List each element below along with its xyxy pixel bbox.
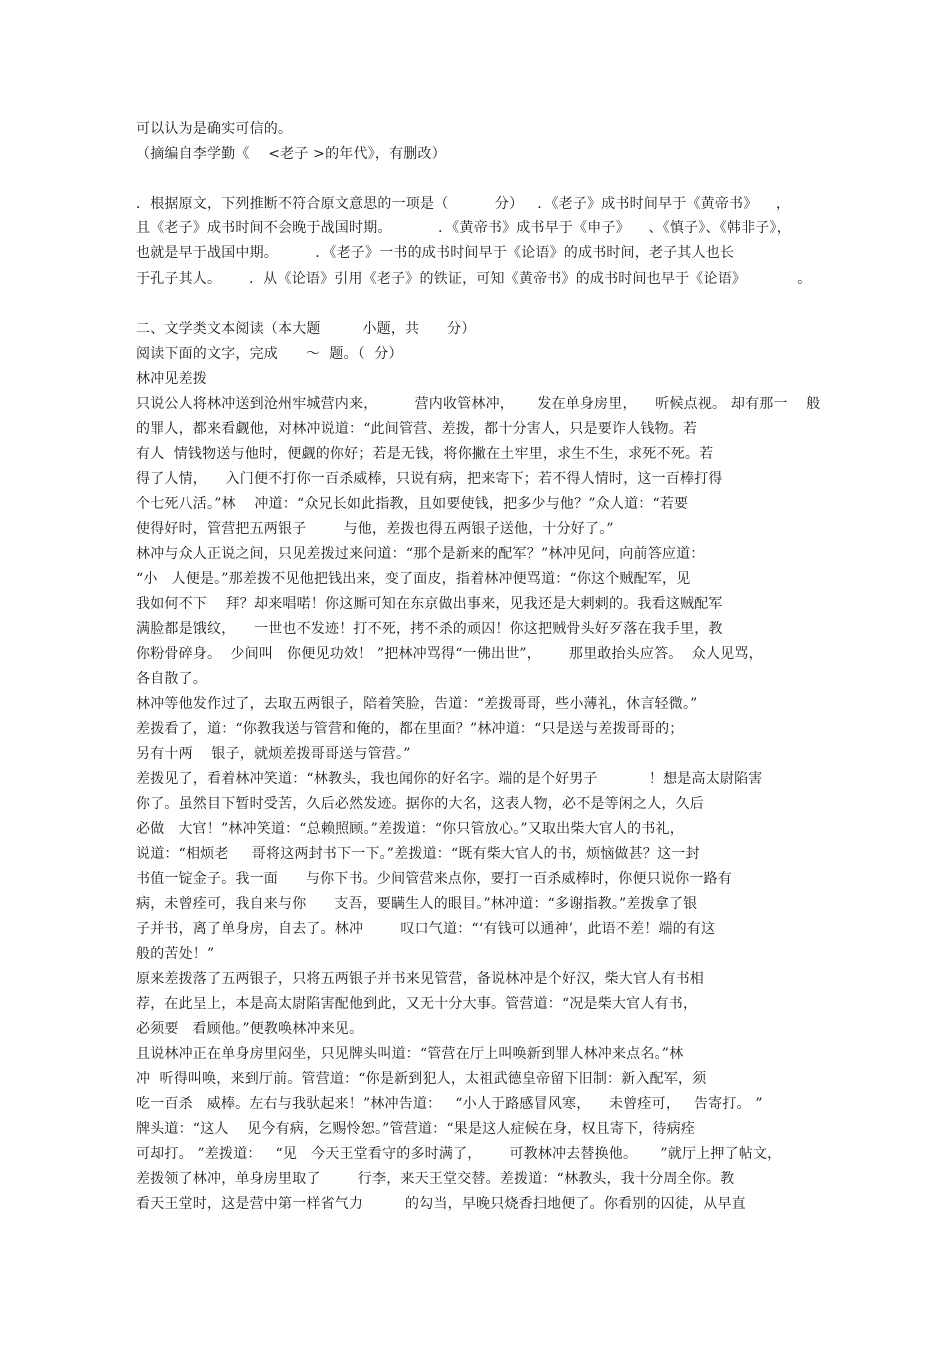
passage-title: 林冲见差拨 <box>136 371 207 387</box>
passage-line: 书值一锭金子。我一面 与你下书。少间管营来点你，要打一百杀威棒时，你便只说你一路有 <box>136 871 732 887</box>
instruction-line: 阅读下面的文字，完成 ～ 题。（ 分） <box>136 346 403 362</box>
passage-line: 的罪人，都来看觑他，对林冲说道：“此间管营、差拨，都十分害人，只是要诈人钱物。若 <box>136 421 698 437</box>
passage-line: 另有十两 银子，就烦差拨哥哥送与管营。” <box>136 746 411 762</box>
passage-line: 只说公人将林冲送到沧州牢城营内来， 营内收管林冲， 发在单身房里， 听候点视。 却有那一 般 <box>136 396 821 412</box>
text-line: （摘编自李学勤《 <老子 >的年代》，有删改） <box>136 146 446 162</box>
passage-line: 各自散了。 <box>136 671 207 687</box>
passage-line: 看天王堂时，这是营中第一样省气力 的勾当，早晚只烧香扫地便了。你看别的囚徒，从早直 <box>136 1196 746 1212</box>
passage-line: 荐，在此呈上，本是高太尉陷害配他到此，又无十分大事。管营道：“况是柴大官人有书， <box>136 996 698 1012</box>
passage-line: 般的苦处！” <box>136 946 215 962</box>
passage-line: 林冲等他发作过了，去取五两银子，陪着笑脸，告道：“差拨哥哥，些小薄礼，休言轻微。” <box>136 696 698 712</box>
question-line: 也就是早于战国中期。 ．《老子》一书的成书时间早于《论语》的成书时间，老子其人也长 <box>136 245 735 261</box>
passage-line: 冲 听得叫唤，来到厅前。管营道：“你是新到犯人，太祖武德皇帝留下旧制：新入配军，须 <box>136 1071 707 1087</box>
question-line: ．根据原文，下列推断不符合原文意思的一项是（ 分） ．《老子》成书时间早于《黄帝书》 ， <box>136 196 791 212</box>
passage-line: 我如何不下 拜？却来唱喏！你这厮可知在东京做出事来，见我还是大剌剌的。我看这贼配军 <box>136 596 723 612</box>
question-line: 且《老子》成书时间不会晚于战国时期。 ．《黄帝书》成书早于《申子》 、《慎子》、《韩非子》， <box>136 220 791 236</box>
passage-line: 吃一百杀 威棒。左右与我驮起来！”林冲告道： “小人于路感冒风寒， 未曾痊可， 告寄打。 ” <box>136 1096 763 1112</box>
passage-line: 有人 情钱物送与他时，便觑的你好；若是无钱，将你撇在土牢里，求生不生，求死不死。若 <box>136 446 714 462</box>
section-heading: 二、文学类文本阅读（本大题 小题，共 分） <box>136 321 476 337</box>
passage-line: 差拨看了，道：“你教我送与管营和俺的，都在里面？”林冲道：“只是送与差拨哥哥的； <box>136 721 684 737</box>
passage-line: 使得好时，管营把五两银子 与他，差拨也得五两银子送他，十分好了。” <box>136 521 614 537</box>
passage-line: 说道：“相烦老 哥将这两封书下一下。”差拨道：“既有柴大官人的书，烦恼做甚？这一封 <box>136 846 700 862</box>
passage-line: 你粉骨碎身。 少间叫 你便见功效！ ”把林冲骂得“一佛出世”， 那里敢抬头应答。 众人见骂， <box>136 646 763 662</box>
passage-line: 满脸都是饿纹， 一世也不发迹！打不死，拷不杀的顽囚！你这把贼骨头好歹落在我手里，教 <box>136 621 723 637</box>
passage-line: 林冲与众人正说之间，只见差拨过来问道：“那个是新来的配军？”林冲见问，向前答应道： <box>136 546 705 562</box>
passage-line: 原来差拨落了五两银子，只将五两银子并书来见管营，备说林冲是个好汉，柴大官人有书相 <box>136 971 704 987</box>
passage-line: 子并书，离了单身房，自去了。林冲 叹口气道：“‘有钱可以通神’，此语不差！端的有这 <box>136 921 716 937</box>
passage-line: “小 人便是。”那差拨不见他把钱出来，变了面皮，指着林冲便骂道：“你这个贼配军，见 <box>136 571 691 587</box>
passage-line: 个七死八活。”林 冲道：“众兄长如此指教，且如要使钱，把多少与他？”众人道：“若要 <box>136 496 689 512</box>
passage-line: 必须要 看顾他。”便教唤林冲来见。 <box>136 1021 364 1037</box>
passage-line: 必做 大官！”林冲笑道：“总赖照顾。”差拨道：“你只管放心。”又取出柴大官人的书礼， <box>136 821 684 837</box>
passage-line: 差拨领了林冲，单身房里取了 行李，来天王堂交替。差拨道：“林教头，我十分周全你。教 <box>136 1171 735 1187</box>
passage-line: 得了人情， 入门便不打你一百杀威棒，只说有病，把来寄下；若不得人情时，这一百棒打得 <box>136 471 723 487</box>
text-line: 可以认为是确实可信的。 <box>136 121 293 137</box>
question-line: 于孔子其人。 ．从《论语》引用《老子》的铁证，可知《黄帝书》的成书时间也早于《论语》 。 <box>136 271 812 287</box>
passage-line: 差拨见了，看着林冲笑道：“林教头，我也闻你的好名字。端的是个好男子 ！想是高太尉陷害 <box>136 771 763 787</box>
passage-line: 可却打。 ”差拨道： “见 今天王堂看守的多时满了， 可教林冲去替换他。 ”就厅上押了帖文， <box>136 1146 782 1162</box>
passage-line: 牌头道：“这人 见今有病，乞赐怜恕。”管营道：“果是这人症候在身，权且寄下，待病痊 <box>136 1121 696 1137</box>
passage-line: 你了。虽然目下暂时受苦，久后必然发迹。据你的大名，这表人物，必不是等闲之人，久后 <box>136 796 704 812</box>
passage-line: 病，未曾痊可，我自来与你 支吾，要瞒生人的眼目。”林冲道：“多谢指教。”差拨拿了银 <box>136 896 698 912</box>
passage-line: 且说林冲正在单身房里闷坐，只见牌头叫道：“管营在厅上叫唤新到罪人林冲来点名。”林 <box>136 1046 684 1062</box>
